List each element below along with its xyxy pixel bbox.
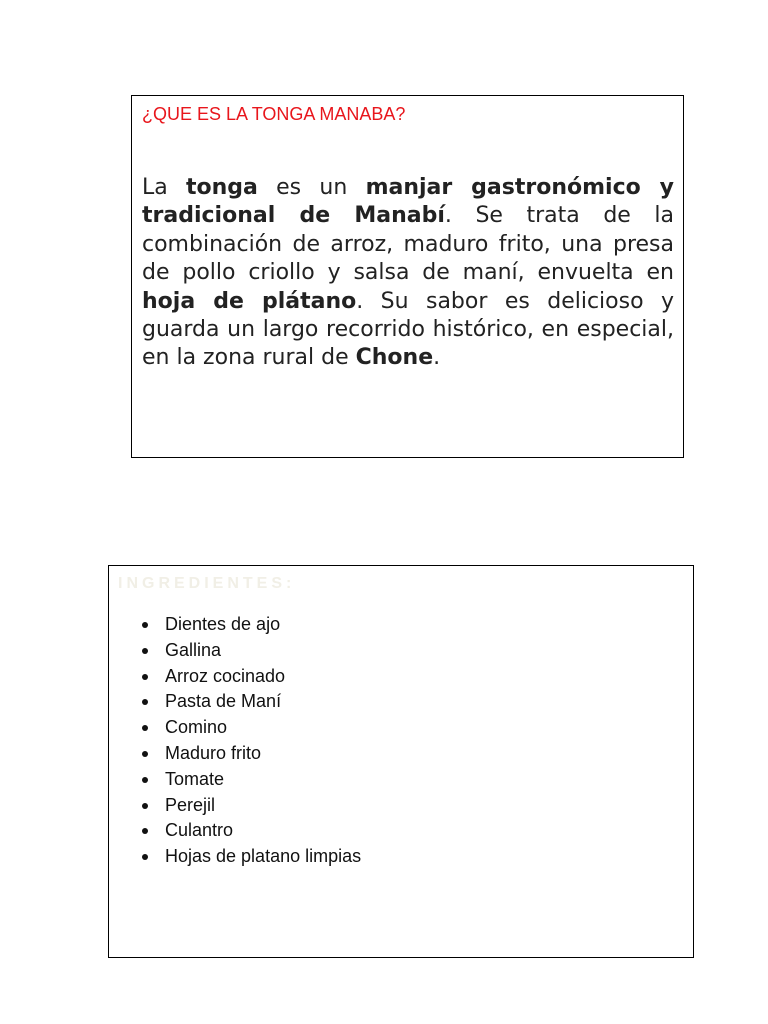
ingredient-item: Culantro [109, 818, 361, 844]
description-bold-segment: Chone [355, 345, 434, 371]
description-segment: . Se trata de la combinación de arroz, maduro frito, una presa de pollo criollo y salsa de maní, envuelta en [142, 203, 674, 286]
description-segment: es un [257, 175, 366, 200]
description-segment: . [433, 345, 441, 371]
ingredient-item: Pasta de Maní [109, 689, 361, 715]
description-segment: La [142, 175, 186, 200]
ingredient-item: Hojas de platano limpias [109, 844, 361, 870]
description-bold-segment: hoja de plátano [142, 288, 357, 314]
description-segment: . Su sabor es delicioso y guarda un largo recorrido histórico, en especial, en la zona rural de [142, 288, 674, 371]
ingredients-list [109, 612, 361, 870]
ingredients-title: INGREDIENTES: [118, 575, 296, 592]
ingredient-item: Gallina [109, 638, 361, 664]
ingredient-item: Comino [109, 715, 361, 741]
description-bold-segment: tonga [186, 175, 258, 200]
ingredient-item: Perejil [109, 793, 361, 819]
question-title: ¿QUE ES LA TONGA MANABA? [142, 104, 406, 124]
description-bold-segment: manjar gastronómico y tradicional de Manabí [142, 175, 674, 229]
ingredient-item: Tomate [109, 767, 361, 793]
ingredients-box [108, 565, 694, 958]
ingredient-item: Maduro frito [109, 741, 361, 767]
tonga-description [142, 174, 674, 373]
ingredient-item: Dientes de ajo [109, 612, 361, 638]
tonga-description-box [131, 95, 684, 458]
ingredient-item: Arroz cocinado [109, 664, 361, 690]
